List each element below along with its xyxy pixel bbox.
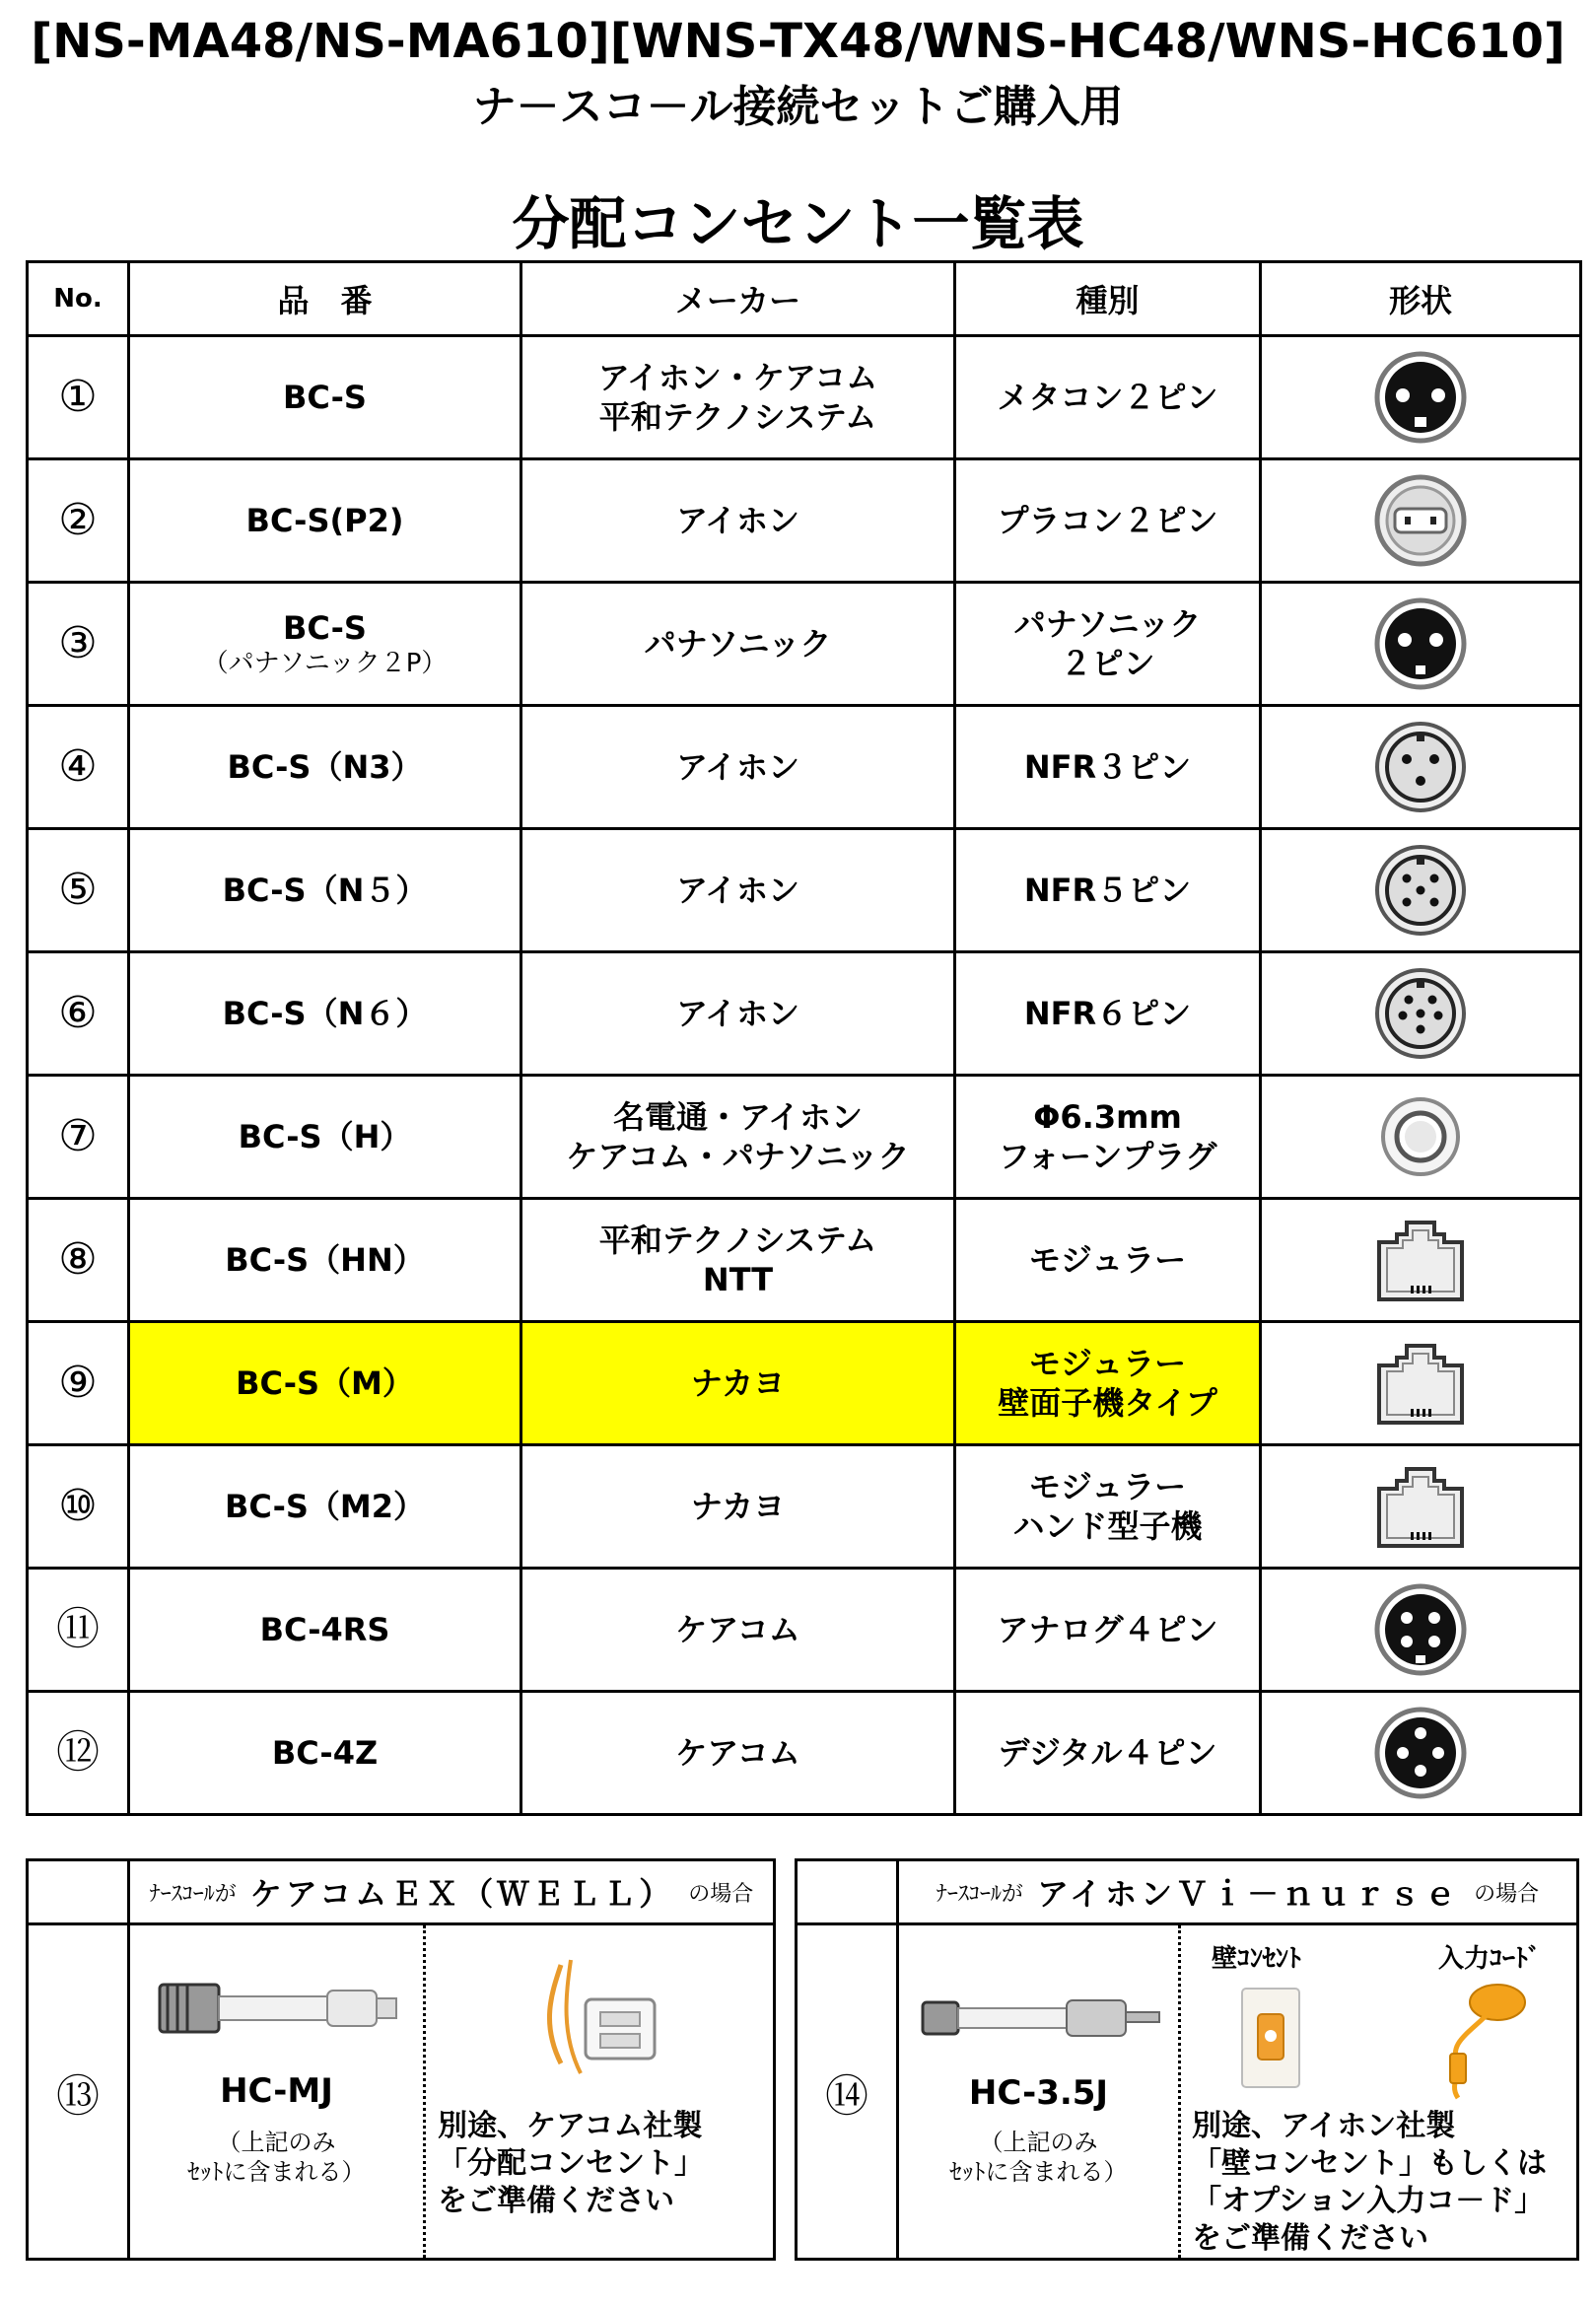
maker-line: 平和テクノシステム (598, 398, 877, 436)
type-line: ハンド型子機 (1012, 1507, 1203, 1545)
row-maker (521, 1076, 955, 1199)
box-header (798, 1861, 1576, 1925)
type-line: デジタル４ピン (998, 1734, 1217, 1772)
row-type (955, 336, 1261, 459)
row-part (129, 1076, 521, 1199)
note-line: （上記のみ (979, 2129, 1098, 2156)
description-text (1192, 2108, 1547, 2258)
table-row (28, 829, 1581, 952)
row-type (955, 583, 1261, 706)
document-title-main: 分配コンセント一覧表 (512, 190, 1084, 257)
row-no: ④ (28, 706, 129, 829)
modular-jack-icon (1373, 1336, 1468, 1431)
type-line: パナソニック (1013, 605, 1202, 643)
modular-jack-icon (1373, 1213, 1468, 1307)
part-number: BC-S（M2） (224, 1488, 426, 1525)
table-header-row (28, 262, 1581, 336)
panasonic-2pin-icon (1373, 596, 1468, 691)
description-line: 別途、アイホン社製 (1192, 2109, 1456, 2143)
row-shape (1261, 952, 1581, 1076)
header-empty-cell (798, 1861, 899, 1922)
type-line: Φ6.3mm (1033, 1098, 1182, 1136)
maker-line: アイホン・ケアコム (597, 359, 878, 396)
row-type (955, 706, 1261, 829)
row-shape (1261, 1322, 1581, 1445)
maker-line: ナカヨ (690, 1364, 786, 1402)
part-number: BC-S (283, 609, 367, 647)
maker-line: アイホン (675, 872, 800, 909)
part-number: BC-S（H） (238, 1118, 412, 1155)
row-maker (521, 1199, 955, 1322)
part-number: BC-S(P2) (245, 502, 404, 539)
type-line: フォーンプラグ (998, 1138, 1217, 1175)
connector-cable-icon (150, 1965, 406, 2054)
row-maker (521, 1569, 955, 1692)
row-no: ⑫ (28, 1692, 129, 1815)
table-row (28, 336, 1581, 459)
part-number: BC-S（N3） (227, 748, 423, 786)
table-row (28, 1569, 1581, 1692)
row-no: ⑨ (28, 1322, 129, 1445)
type-line: メタコン２ピン (997, 379, 1218, 416)
document-title-purpose: ナ－スコ－ル接続セットご購入用 (472, 82, 1124, 132)
row-part (129, 1445, 521, 1569)
row-maker (521, 336, 955, 459)
note-line: （上記のみ (217, 2129, 336, 2156)
row-maker (521, 952, 955, 1076)
table-row (28, 706, 1581, 829)
row-part (129, 952, 521, 1076)
table-row (28, 1445, 1581, 1569)
row-shape (1261, 1445, 1581, 1569)
part-number: BC-S (283, 379, 367, 416)
maker-line: アイホン (675, 502, 800, 539)
maker-line: パナソニック (644, 625, 832, 663)
row-maker (521, 1692, 955, 1815)
maker-line: アイホン (675, 748, 800, 786)
box-header-text (130, 1861, 773, 1922)
row-part (129, 1692, 521, 1815)
row-maker (521, 706, 955, 829)
header-suffix: の場合 (688, 1881, 754, 1907)
row-part (129, 583, 521, 706)
row-part (129, 706, 521, 829)
wall-outlet-label: 壁ｺﾝｾﾝﾄ (1212, 1944, 1302, 1974)
row-no: ⑩ (28, 1445, 129, 1569)
row-shape (1261, 336, 1581, 459)
row-type (955, 829, 1261, 952)
part-number: BC-S（M） (236, 1364, 414, 1402)
table-row-highlighted (28, 1322, 1581, 1445)
input-cord-icon (1428, 1975, 1537, 2103)
header-type: 種別 (955, 262, 1261, 336)
row-no: ② (28, 459, 129, 583)
phone-plug-icon (1373, 1089, 1468, 1184)
phone-plug-cable-icon (913, 1985, 1169, 2054)
digital-4pin-icon (1373, 1706, 1468, 1800)
header-shape: 形状 (1261, 262, 1581, 336)
type-line: プラコン２ピン (997, 502, 1218, 539)
table-row (28, 1692, 1581, 1815)
header-prefix: ﾅｰｽｺｰﾙが (149, 1881, 237, 1907)
maker-line: ナカヨ (690, 1488, 786, 1525)
row-type (955, 1569, 1261, 1692)
table-row (28, 459, 1581, 583)
table-row (28, 583, 1581, 706)
description-line: 別途、ケアコム社製 (438, 2109, 703, 2143)
row-no: ⑥ (28, 952, 129, 1076)
row-part (129, 1199, 521, 1322)
analog-4pin-icon (1373, 1582, 1468, 1677)
description-text (438, 2108, 704, 2220)
description-line: 「オプション入力コ－ド」 (1192, 2184, 1545, 2218)
wall-outlet-icon (1236, 1985, 1305, 2093)
type-line: アナログ４ピン (997, 1611, 1218, 1648)
nfr-3pin-icon (1373, 720, 1468, 814)
row-part (129, 1322, 521, 1445)
part-number: BC-4Z (271, 1734, 379, 1772)
row-part (129, 829, 521, 952)
model-name: HC-MJ (220, 2071, 333, 2111)
row-type (955, 1076, 1261, 1199)
product-cell (899, 1925, 1181, 2258)
box-no: ⑬ (29, 1925, 130, 2258)
header-suffix: の場合 (1474, 1881, 1540, 1907)
carecom-option-box (26, 1858, 776, 2261)
maker-line: NTT (702, 1261, 774, 1298)
description-line: をご準備ください (1192, 2221, 1428, 2256)
header-no: No. (28, 262, 129, 336)
input-cord-label: 入力ｺｰﾄﾞ (1438, 1944, 1542, 1974)
part-number: BC-S（N６） (222, 995, 428, 1032)
row-type (955, 1445, 1261, 1569)
row-shape (1261, 1199, 1581, 1322)
part-number: BC-S（N５） (222, 872, 428, 909)
row-no: ③ (28, 583, 129, 706)
row-part (129, 459, 521, 583)
header-empty-cell (29, 1861, 130, 1922)
row-type (955, 952, 1261, 1076)
type-line: モジュラー (1028, 1241, 1187, 1279)
row-shape (1261, 829, 1581, 952)
maker-line: ケアコム・パナソニック (566, 1138, 910, 1175)
row-type (955, 1322, 1261, 1445)
row-part (129, 336, 521, 459)
part-number: BC-4RS (259, 1611, 390, 1648)
row-no: ⑧ (28, 1199, 129, 1322)
row-shape (1261, 583, 1581, 706)
part-number: BC-S（HN） (225, 1241, 425, 1279)
header-part: 品 番 (129, 262, 521, 336)
placon-2pin-icon (1373, 473, 1468, 568)
maker-line: ケアコム (675, 1734, 800, 1772)
row-type (955, 1692, 1261, 1815)
row-maker (521, 1445, 955, 1569)
aiphone-option-box (795, 1858, 1579, 2261)
row-maker (521, 583, 955, 706)
maker-line: 平和テクノシステム (598, 1222, 877, 1259)
header-prefix: ﾅｰｽｺｰﾙが (936, 1881, 1023, 1907)
distribution-outlet-icon (531, 1955, 669, 2083)
row-shape (1261, 459, 1581, 583)
maker-line: ケアコム (675, 1611, 800, 1648)
row-maker (521, 459, 955, 583)
row-no: ⑤ (28, 829, 129, 952)
row-shape (1261, 1692, 1581, 1815)
table-row (28, 952, 1581, 1076)
modular-jack-icon (1373, 1459, 1468, 1554)
row-maker (521, 829, 955, 952)
type-line: ２ピン (1060, 645, 1155, 682)
description-line: をご準備ください (438, 2184, 674, 2218)
type-line: NFR５ピン (1023, 872, 1192, 909)
type-line: モジュラー (1028, 1345, 1187, 1382)
maker-line: アイホン (675, 995, 800, 1032)
row-part (129, 1569, 521, 1692)
note-line: ｾｯﾄに含まれる） (187, 2158, 366, 2186)
row-type (955, 1199, 1261, 1322)
row-maker (521, 1322, 955, 1445)
maker-line: 名電通・アイホン (612, 1098, 864, 1136)
type-line: NFR３ピン (1023, 748, 1192, 786)
note-line: ｾｯﾄに含まれる） (949, 2158, 1128, 2186)
row-shape (1261, 1076, 1581, 1199)
model-name: HC-3.5J (968, 2073, 1109, 2113)
table-row (28, 1076, 1581, 1199)
document-title-models: [NS-MA48/NS-MA610][WNS-TX48/WNS-HC48/WNS-HC610] (31, 14, 1565, 69)
description-line: 「壁コンセント」もしくは (1192, 2146, 1547, 2181)
row-no: ⑪ (28, 1569, 129, 1692)
table-row (28, 1199, 1581, 1322)
header-system: アイホンＶｉ－ｎｕｒｓｅ (1036, 1875, 1461, 1913)
metacon-2pin-icon (1373, 350, 1468, 445)
header-system: ケアコムＥＸ（ＷＥＬＬ） (249, 1875, 675, 1913)
row-no: ⑦ (28, 1076, 129, 1199)
type-line: 壁面子機タイプ (998, 1384, 1217, 1422)
box-no: ⑭ (798, 1925, 899, 2258)
row-shape (1261, 1569, 1581, 1692)
box-header-text (899, 1861, 1576, 1922)
header-maker: メーカー (521, 262, 955, 336)
description-line: 「分配コンセント」 (438, 2146, 704, 2181)
outlet-table (26, 260, 1582, 1816)
product-cell (130, 1925, 426, 2258)
row-no: ① (28, 336, 129, 459)
box-header (29, 1861, 773, 1925)
nfr-5pin-icon (1373, 843, 1468, 938)
row-shape (1261, 706, 1581, 829)
type-line: NFR６ピン (1023, 995, 1192, 1032)
nfr-6pin-icon (1373, 966, 1468, 1061)
type-line: モジュラー (1028, 1468, 1187, 1505)
part-subtitle: （パナソニック２P） (202, 649, 448, 678)
row-type (955, 459, 1261, 583)
